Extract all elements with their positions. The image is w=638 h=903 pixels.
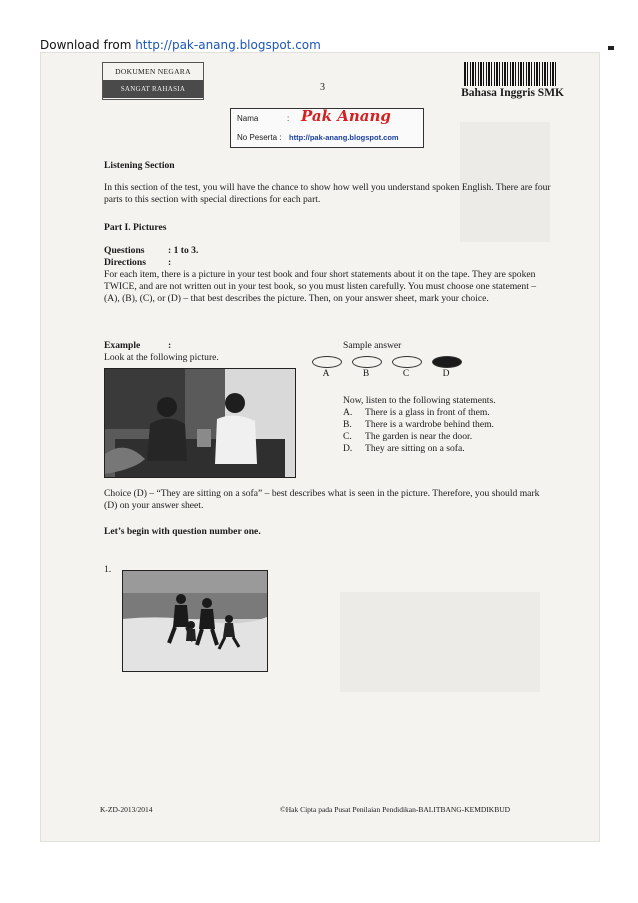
page-number: 3: [320, 82, 325, 93]
bubble-label-a: A: [322, 369, 330, 379]
questions-value: : 1 to 3.: [168, 245, 199, 256]
question1-number: 1.: [104, 564, 112, 575]
option-b-letter: B.: [343, 419, 352, 430]
option-d-text: They are sitting on a sofa.: [365, 443, 465, 454]
example-label: Example: [104, 340, 141, 351]
bubble-label-b: B: [362, 369, 370, 379]
directions-colon: :: [168, 257, 172, 268]
bubble-d-selected: [432, 356, 462, 368]
bubble-b: [352, 356, 382, 368]
listening-intro: In this section of the test, you will have the chance to show how well you understand spoken English. There are four parts to this section with special directions for each part.: [104, 182, 551, 205]
begin-text: Let’s begin with question number one.: [104, 526, 261, 537]
part1-title: Part I. Pictures: [104, 222, 167, 233]
look-text: Look at the following picture.: [104, 352, 219, 363]
directions-line: [104, 257, 554, 269]
download-prefix: Download from: [40, 38, 136, 52]
bubble-a: [312, 356, 342, 368]
download-link[interactable]: http://pak-anang.blogspot.com: [135, 38, 321, 52]
example-line: [104, 340, 304, 352]
option-a-letter: A.: [343, 407, 353, 418]
questions-line: [104, 245, 554, 257]
bubble-label-c: C: [402, 369, 410, 379]
footer-code: K-ZD-2013/2014: [100, 805, 153, 814]
id-value: http://pak-anang.blogspot.com: [289, 133, 399, 142]
example-photo-art: [105, 369, 295, 477]
option-b: [343, 419, 563, 431]
stamp-top: DOKUMEN NEGARA: [115, 67, 191, 76]
explanation: Choice (D) – “They are sitting on a sofa” – best describes what is seen in the picture. Therefore, you should mark (D) on your answer sheet.: [104, 488, 540, 511]
example-colon: :: [168, 340, 172, 351]
download-banner: [40, 38, 321, 52]
bleed-through: [340, 592, 540, 692]
option-c-letter: C.: [343, 431, 352, 442]
corner-mark: [608, 46, 614, 50]
question1-photo-art: [123, 571, 267, 671]
option-c: [343, 431, 563, 443]
scanned-page: [40, 52, 600, 842]
option-b-text: There is a wardrobe behind them.: [365, 419, 494, 430]
now-listen: Now, listen to the following statements.: [343, 395, 496, 406]
name-box: [230, 108, 424, 148]
questions-label: Questions: [104, 245, 145, 256]
sample-label: Sample answer: [343, 340, 402, 351]
classification-stamp: [102, 62, 204, 100]
barcode: [464, 62, 556, 86]
question1-photo: [122, 570, 268, 672]
option-a-text: There is a glass in front of them.: [365, 407, 490, 418]
bubble-c: [392, 356, 422, 368]
bubble-label-d: D: [442, 369, 450, 379]
name-label: Nama: [237, 114, 259, 123]
directions-label: Directions: [104, 257, 146, 268]
listening-title: Listening Section: [104, 160, 175, 171]
id-label: No Peserta :: [237, 133, 282, 142]
example-photo: [104, 368, 296, 478]
stamp-bottom: SANGAT RAHASIA: [103, 80, 203, 98]
footer-copyright: ©Hak Cipta pada Pusat Penilaian Pendidikan-BALITBANG-KEMDIKBUD: [280, 805, 511, 814]
name-value: Pak Anang: [301, 107, 391, 125]
option-d: [343, 443, 563, 455]
option-c-text: The garden is near the door.: [365, 431, 473, 442]
directions-text: For each item, there is a picture in your test book and four short statements about it on the tape. They are spoken TWICE, and are not written out in your test book, so you must listen carefully. You must choose one statement – (A), (B), (C), or (D) – that best describes the picture. Then, on your answer sheet, mark your choice.: [104, 269, 537, 304]
option-a: [343, 407, 563, 419]
subject-title: Bahasa Inggris SMK: [461, 87, 564, 99]
option-d-letter: D.: [343, 443, 353, 454]
name-colon: :: [287, 114, 290, 123]
